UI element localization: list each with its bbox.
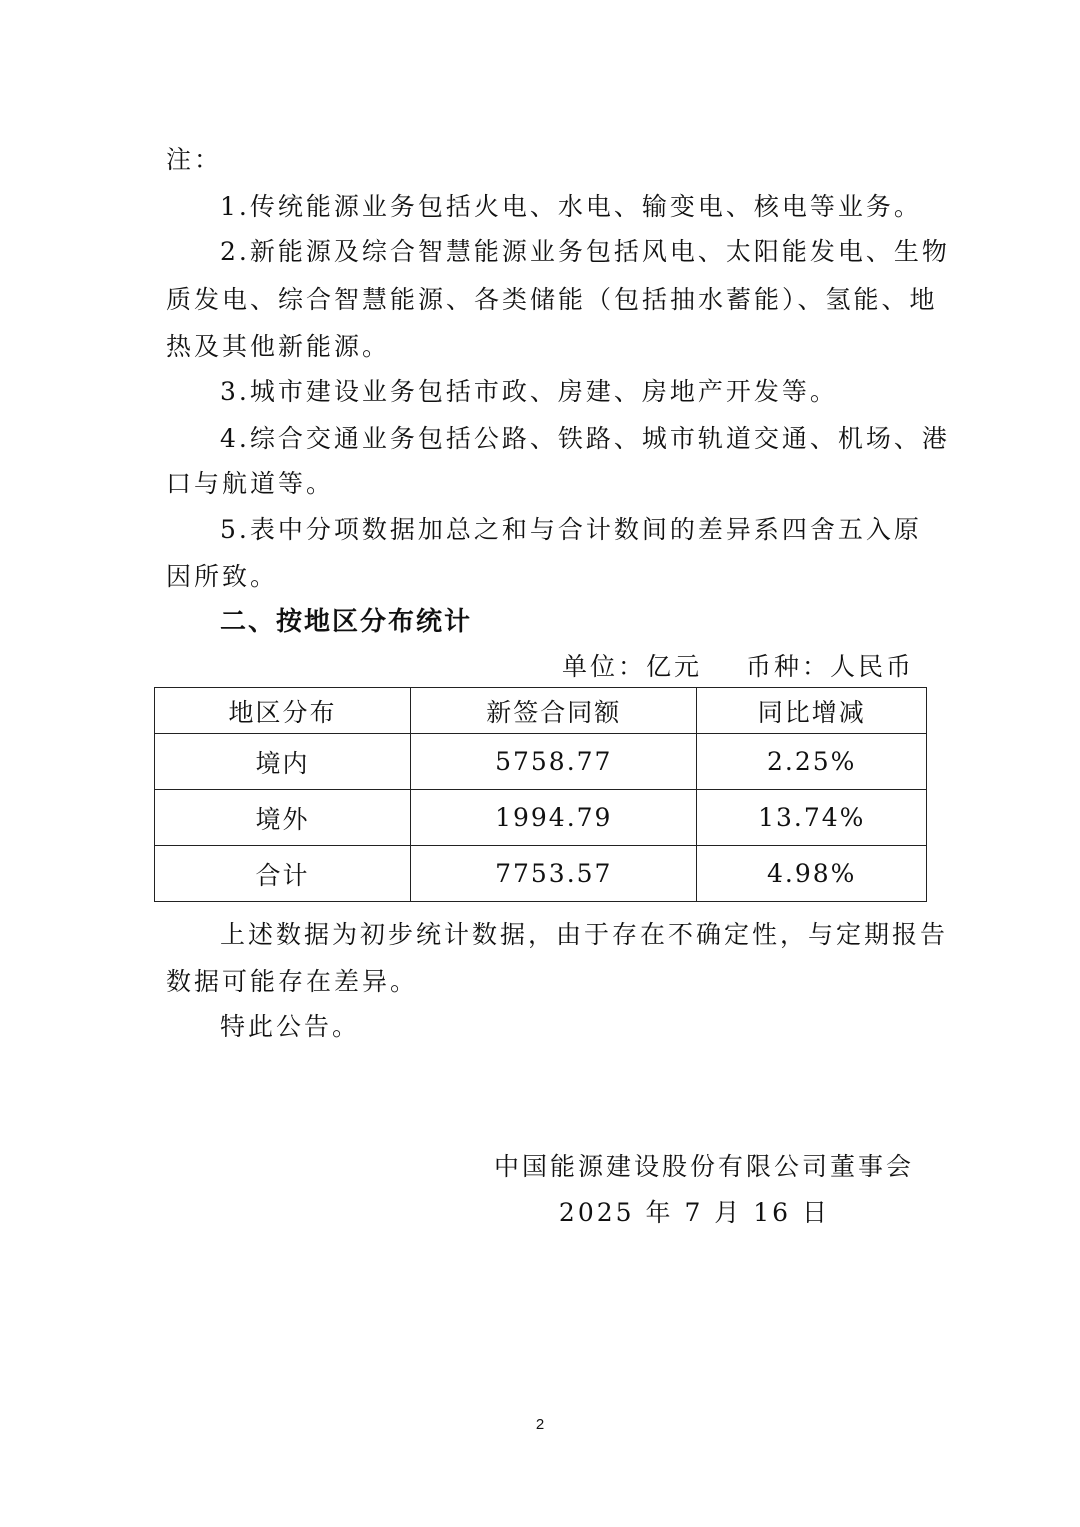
table-row bbox=[155, 790, 927, 846]
header-contract-amount: 新签合同额 bbox=[411, 688, 697, 734]
note-5-line-2: 因所致。 bbox=[166, 562, 279, 591]
note-2-line-2: 质发电、综合智慧能源、各类储能（包括抽水蓄能）、氢能、地 bbox=[166, 285, 938, 314]
header-yoy-change: 同比增减 bbox=[697, 688, 927, 734]
page-number: 2 bbox=[535, 1416, 545, 1433]
note-1: 1.传统能源业务包括火电、水电、输变电、核电等业务。 bbox=[220, 192, 922, 221]
header-region: 地区分布 bbox=[155, 688, 411, 734]
note-4-line-1: 4.综合交通业务包括公路、铁路、城市轨道交通、机场、港 bbox=[220, 424, 950, 453]
cell-change: 2.25% bbox=[697, 734, 927, 790]
cell-amount: 1994.79 bbox=[411, 790, 697, 846]
note-2-line-1: 2.新能源及综合智慧能源业务包括风电、太阳能发电、生物 bbox=[220, 237, 950, 266]
unit-line bbox=[562, 650, 914, 684]
cell-amount: 7753.57 bbox=[411, 846, 697, 902]
notes-label: 注： bbox=[166, 145, 223, 174]
cell-change: 13.74% bbox=[697, 790, 927, 846]
table-row bbox=[155, 734, 927, 790]
signature-company: 中国能源建设股份有限公司董事会 bbox=[493, 1152, 914, 1181]
closing-text: 特此公告。 bbox=[220, 1012, 361, 1041]
note-2-line-3: 热及其他新能源。 bbox=[166, 332, 391, 361]
region-table bbox=[154, 687, 927, 902]
unit-label: 单位：亿元 bbox=[561, 652, 702, 681]
cell-amount: 5758.77 bbox=[411, 734, 697, 790]
disclaimer-line-1: 上述数据为初步统计数据，由于存在不确定性，与定期报告 bbox=[220, 920, 949, 949]
table-header-row bbox=[155, 688, 927, 734]
note-4-line-2: 口与航道等。 bbox=[166, 469, 335, 498]
section-heading: 二、按地区分布统计 bbox=[220, 607, 473, 637]
note-5-line-1: 5.表中分项数据加总之和与合计数间的差异系四舍五入原 bbox=[220, 515, 922, 544]
table-row bbox=[155, 846, 927, 902]
cell-region: 合计 bbox=[155, 846, 411, 902]
note-3: 3.城市建设业务包括市政、房建、房地产开发等。 bbox=[220, 377, 838, 406]
currency-label: 币种：人民币 bbox=[745, 652, 914, 681]
cell-region: 境外 bbox=[155, 790, 411, 846]
disclaimer-line-2: 数据可能存在差异。 bbox=[166, 967, 419, 996]
cell-change: 4.98% bbox=[697, 846, 927, 902]
signature-date: 2025 年 7 月 16 日 bbox=[558, 1198, 830, 1227]
cell-region: 境内 bbox=[155, 734, 411, 790]
